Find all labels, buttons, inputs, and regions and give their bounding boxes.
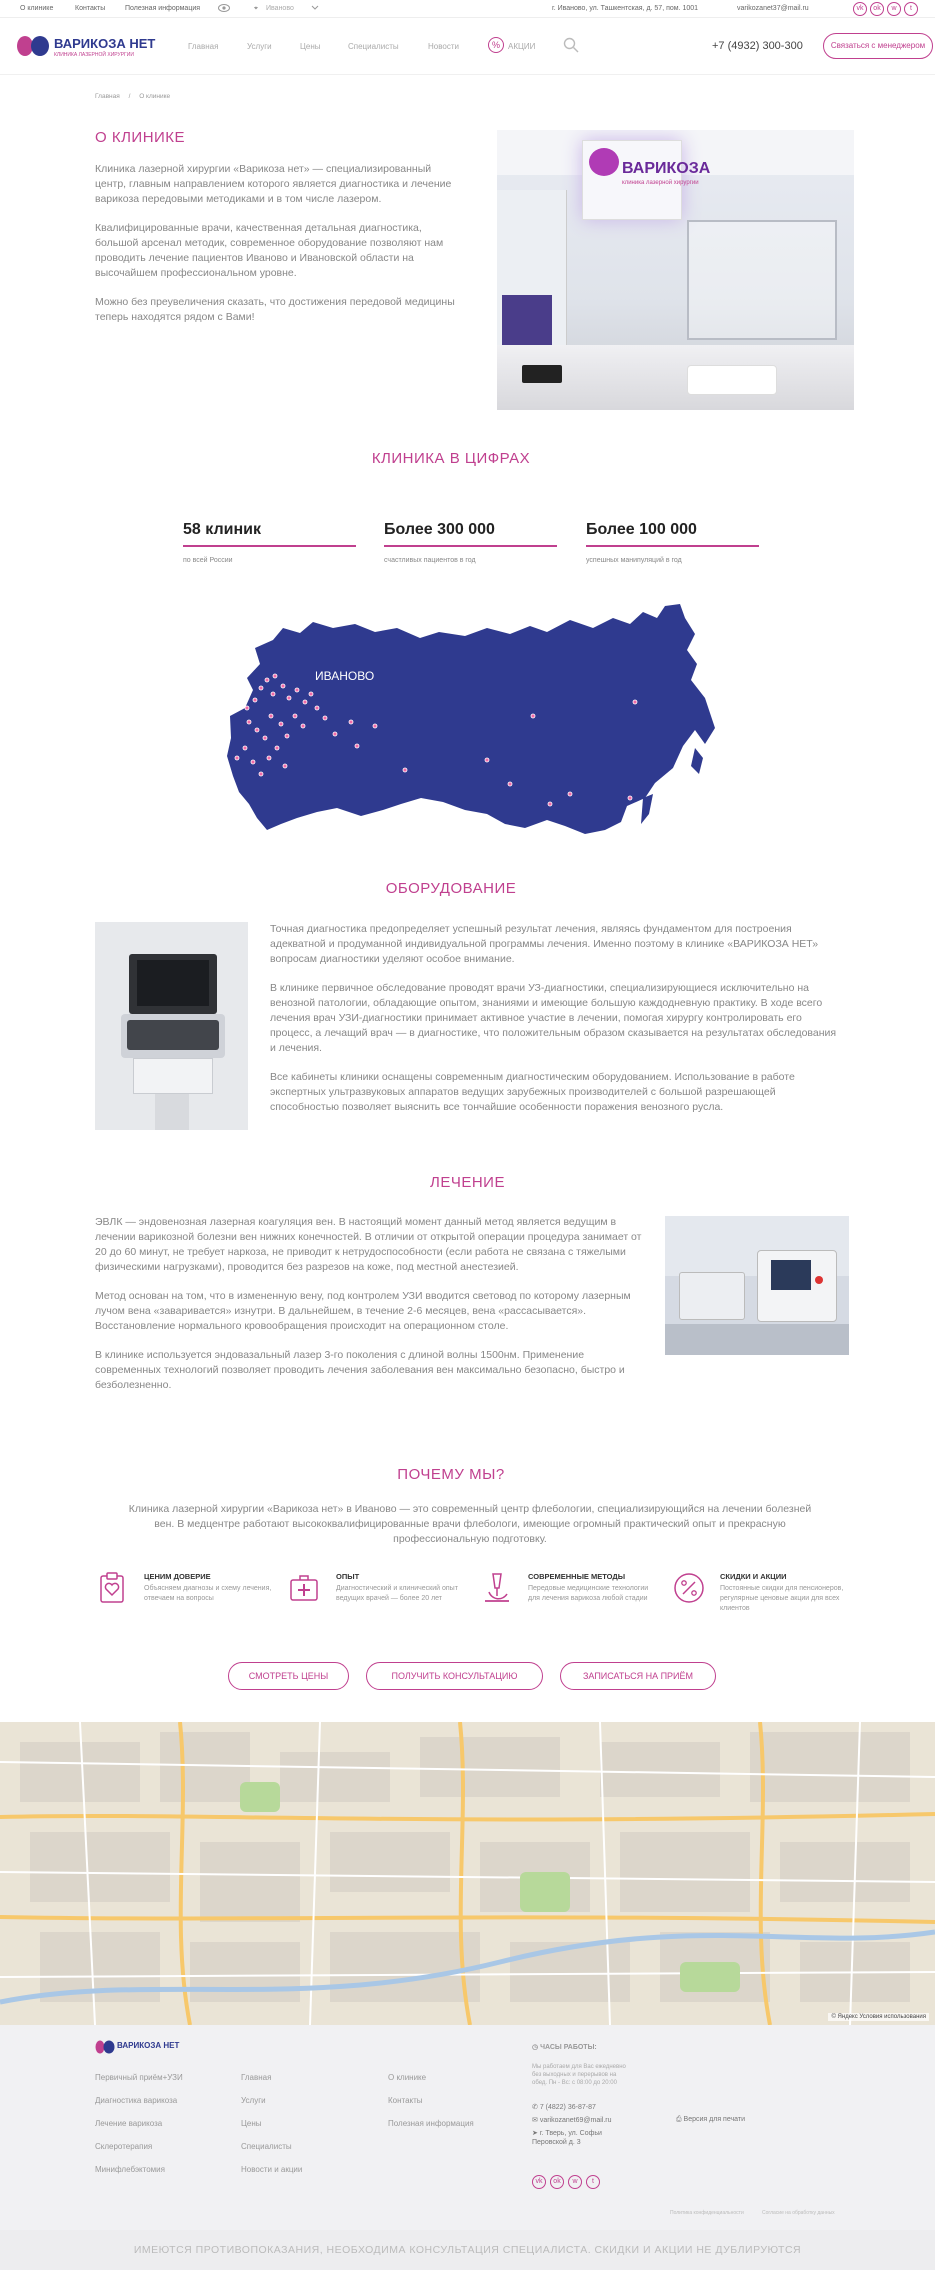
equipment-paragraph-3: Все кабинеты клиники оснащены современным диагностическим оборудованием. Использование в работе экспертных ультразвуковых аппаратов ведущих зарубежных производителей с большой разрешающей способностью позволяет выяснить все тончайшие особенности поражения венозного русла. [270,1071,795,1113]
view-prices-button[interactable]: СМОТРЕТЬ ЦЕНЫ [228,1662,349,1690]
topbar-link-about[interactable]: О клинике [20,5,54,12]
hours-title: ◷ ЧАСЫ РАБОТЫ: [532,2044,597,2051]
footer-link[interactable]: Специалисты [241,2142,292,2151]
vk-icon[interactable]: vk [532,2175,546,2189]
why-item-desc: Диагностический и клинический опыт ведущих врачей — более 20 лет [336,1585,458,1602]
ok-icon[interactable]: ok [870,2,884,16]
equipment-text [270,922,842,1129]
telegram-icon[interactable]: t [586,2175,600,2189]
footer-link[interactable]: Минифлебэктомия [95,2165,165,2174]
main-header [0,18,935,75]
stat-value: Более 300 000 [384,521,495,538]
treatment-paragraph-1: ЭВЛК — эндовенозная лазерная коагуляция вен. В настоящий момент данный метод является ведущим в лечении варикозной болезни вен нижних конечностей. В отличии от открытой операции процедура занимает от 20 до 60 минут, не требует наркоза, не приводит к нетрудоспособности (если работа не связана с тяжелыми физическими нагрузками), проводится без разрезов на коже, под местной анестезией. [95,1216,642,1273]
stat-clinics [183,521,356,564]
stat-patients [384,521,557,564]
footer-info-column [388,2073,474,2142]
footer-link[interactable]: Первичный приём+УЗИ [95,2073,183,2082]
footer-nav-column [241,2073,302,2188]
why-item-title: ЦЕНИМ ДОВЕРИЕ [144,1572,211,1581]
location-pin-icon: ⌖ [254,5,258,12]
why-item-desc: Постоянные скидки для пенсионеров, регулярные ценовые акции для всех клиентов [720,1585,844,1612]
photo-sign-subtext: клиника лазерной хирургии [622,180,699,186]
footer-email[interactable]: ✉ varikozanet69@mail.ru [532,2117,612,2124]
mail-icon: ✉ [532,2117,540,2124]
search-icon[interactable] [563,37,579,56]
location-arrow-icon: ➤ [532,2130,540,2137]
print-version-link[interactable]: ⎙ Версия для печати [676,2116,746,2123]
city-selector[interactable]: Иваново [266,5,294,12]
header-phone[interactable]: +7 (4932) 300-300 [712,40,803,52]
why-item-desc: Передовые медицинские технологии для лечения варикоза любой стадии [528,1585,649,1602]
footer-link[interactable]: Диагностика варикоза [95,2096,178,2105]
footer-link[interactable]: О клинике [388,2073,427,2082]
butterfly-logo-icon [95,2040,115,2054]
why-title: ПОЧЕМУ МЫ? [397,1466,505,1483]
contact-manager-button[interactable]: Связаться с менеджером [823,33,933,59]
get-consultation-button[interactable]: ПОЛУЧИТЬ КОНСУЛЬТАЦИЮ [366,1662,543,1690]
footer-link[interactable]: Услуги [241,2096,266,2105]
footer-link[interactable]: Полезная информация [388,2119,474,2128]
nav-specialists[interactable]: Специалисты [348,42,399,51]
why-item-desc: Объясняем диагнозы и схему лечения, отвечаем на вопросы [144,1585,272,1602]
treatment-paragraph-3: В клинике используется эндовазальный лазер 3-го поколения с длиной волны 1500нм. Применение современных технологий позволяет проводить лечения заболевания вен максимально безопасно, быстро и безболезненно. [95,1349,625,1391]
footer-contacts [532,2043,632,2147]
why-intro: Клиника лазерной хирургии «Варикоза нет» в Иваново — это современный центр флебологии, специализирующийся на лечении болезней вен. В медцентре работают высококвалифицированные врачи флебологи, имеющие огромный практический опыт и прекрасную профессиональную подготовку. [128,1503,812,1545]
topbar-address: г. Иваново, ул. Ташкентская, д. 57, пом. 1001 [552,5,699,12]
stat-value: Более 100 000 [586,521,697,538]
breadcrumb-home[interactable]: Главная [95,93,120,100]
vk-icon[interactable]: vk [853,2,867,16]
russia-shape [227,604,715,834]
clipboard-heart-icon [95,1570,131,1606]
footer-link[interactable]: Лечение варикоза [95,2119,163,2128]
treatment-paragraph-2: Метод основан на том, что в измененную вену, под контролем УЗИ вводится световод по которому лазерным лучом вена «заваривается» изнутри. В дальнейшем, в течение 2-6 месяцев, вена «рассасывается». Восстановление нормального кровообращения происходит на операционном столе. [95,1290,631,1332]
stat-caption: счастливых пациентов в год [384,557,476,564]
chevron-down-icon[interactable] [311,3,319,13]
equipment-paragraph-2: В клинике первичное обследование проводят врачи УЗ-диагностики, специализирующиеся исключительно на венозной патологии, обладающие опытом, знаниями и имеющие большую каждодневную практику. В ходе всего лечения врач УЗИ-диагностики принимает активное участие в лечении, помогая хирургу контролировать его процесс, а лечащий врач — в диагностике, что положительным образом сказывается на результатах обследования и лечения. [270,982,837,1054]
map-attribution[interactable]: © Яндекс Условия использования [828,2013,929,2021]
clinic-reception-photo [497,130,854,410]
footer-link[interactable]: Контакты [388,2096,423,2105]
why-item-title: ОПЫТ [336,1572,360,1581]
logo-subtitle: КЛИНИКА ЛАЗЕРНОЙ ХИРУРГИИ [54,52,134,58]
why-item-title: СКИДКИ И АКЦИИ [720,1572,787,1581]
data-consent-link[interactable]: Согласие на обработку данных [762,2210,835,2216]
about-paragraph-1: Клиника лазерной хирургии «Варикоза нет» — специализированный центр, главным направлением которого является диагностика и лечение варикоза передовыми методиками и в том числе лазером. [95,163,452,205]
printer-icon: ⎙ [676,2116,684,2123]
footer-link[interactable]: Цены [241,2119,262,2128]
footer-address: ➤ г. Тверь, ул. Софьи Перовской д. 3 [532,2130,602,2146]
whatsapp-icon[interactable]: w [887,2,901,16]
microscope-icon [479,1570,515,1606]
privacy-policy-link[interactable]: Политика конфиденциальности [670,2210,744,2216]
numbers-title: КЛИНИКА В ЦИФРАХ [371,450,531,467]
footer-phone[interactable]: ✆ 7 (4822) 36-87-87 [532,2104,596,2111]
disclaimer-banner: ИМЕЮТСЯ ПРОТИВОПОКАЗАНИЯ, НЕОБХОДИМА КОНСУЛЬТАЦИЯ СПЕЦИАЛИСТА. СКИДКИ И АКЦИИ НЕ ДУБЛИРУЮТСЯ [0,2230,935,2270]
topbar-link-contacts[interactable]: Контакты [75,5,106,12]
nav-prices[interactable]: Цены [300,42,321,51]
whatsapp-icon[interactable]: w [568,2175,582,2189]
ultrasound-machine-photo [95,922,248,1130]
stat-value: 58 клиник [183,521,261,538]
breadcrumb-current: О клинике [139,93,171,100]
top-bar [0,0,935,18]
book-appointment-button[interactable]: ЗАПИСАТЬСЯ НА ПРИЁМ [560,1662,716,1690]
breadcrumb [95,93,170,100]
city-map[interactable] [0,1722,935,2025]
about-text [95,162,465,339]
nav-promo[interactable]: АКЦИИ [508,42,536,51]
phone-icon: ✆ [532,2104,540,2111]
map-city-label: ИВАНОВО [315,669,375,683]
about-paragraph-2: Квалифицированные врачи, качественная детальная диагностика, большой арсенал методик, современное оборудование позволяют нам проводить лечение пациентов Иваново и Ивановской области на высочайшем профессиональном уровне. [95,222,444,279]
footer-link[interactable]: Главная [241,2073,272,2082]
footer-logo-title: ВАРИКОЗА НЕТ [117,2041,180,2050]
nav-home[interactable]: Главная [188,42,219,51]
hours-text: Мы работаем для Вас ежедневно без выходных и перерывов на обед. Пн - Вс: с 08:00 до 20:00 [532,2064,626,2086]
percent-icon[interactable]: % [488,37,504,53]
nav-services[interactable]: Услуги [247,42,272,51]
stat-caption: по всей России [183,557,233,564]
photo-sign-text: ВАРИКОЗА [622,160,711,177]
logo-title: ВАРИКОЗА НЕТ [54,36,156,51]
discount-icon [671,1570,707,1606]
footer-link[interactable]: Склеротерапия [95,2142,153,2151]
medkit-icon [287,1570,323,1606]
equipment-paragraph-1: Точная диагностика предопределяет успешный результат лечения, являясь фундаментом для построения адекватной и продуманной индивидуальной программы лечения. Именно поэтому в клинике «ВАРИКОЗА НЕТ» вопросам диагностики уделяют особое внимание. [270,923,819,965]
about-title: О КЛИНИКЕ [95,129,186,146]
topbar-link-info[interactable]: Полезная информация [125,5,201,12]
about-paragraph-3: Можно без преувеличения сказать, что достижения передовой медицины теперь находятся рядом с Вами! [95,296,455,323]
footer-link[interactable]: Новости и акции [241,2165,303,2174]
treatment-text [95,1215,643,1407]
nav-news[interactable]: Новости [428,42,459,51]
clock-icon: ◷ [532,2044,541,2051]
stat-procedures [586,521,759,564]
stat-caption: успешных манипуляций в год [586,557,682,564]
telegram-icon[interactable]: t [904,2,918,16]
russia-clinics-map [225,598,715,843]
why-item-title: СОВРЕМЕННЫЕ МЕТОДЫ [528,1572,626,1581]
topbar-email[interactable]: varikozanet37@mail.ru [737,5,809,12]
eye-icon[interactable] [218,3,230,15]
ok-icon[interactable]: ok [550,2175,564,2189]
equipment-title: ОБОРУДОВАНИЕ [385,880,517,897]
map-streets [0,1722,935,2025]
breadcrumb-sep: / [128,93,131,100]
butterfly-logo-icon [16,35,50,57]
treatment-title: ЛЕЧЕНИЕ [430,1174,505,1191]
footer-services-column [95,2073,183,2188]
laser-device-photo [665,1216,849,1355]
footer [0,2025,935,2230]
